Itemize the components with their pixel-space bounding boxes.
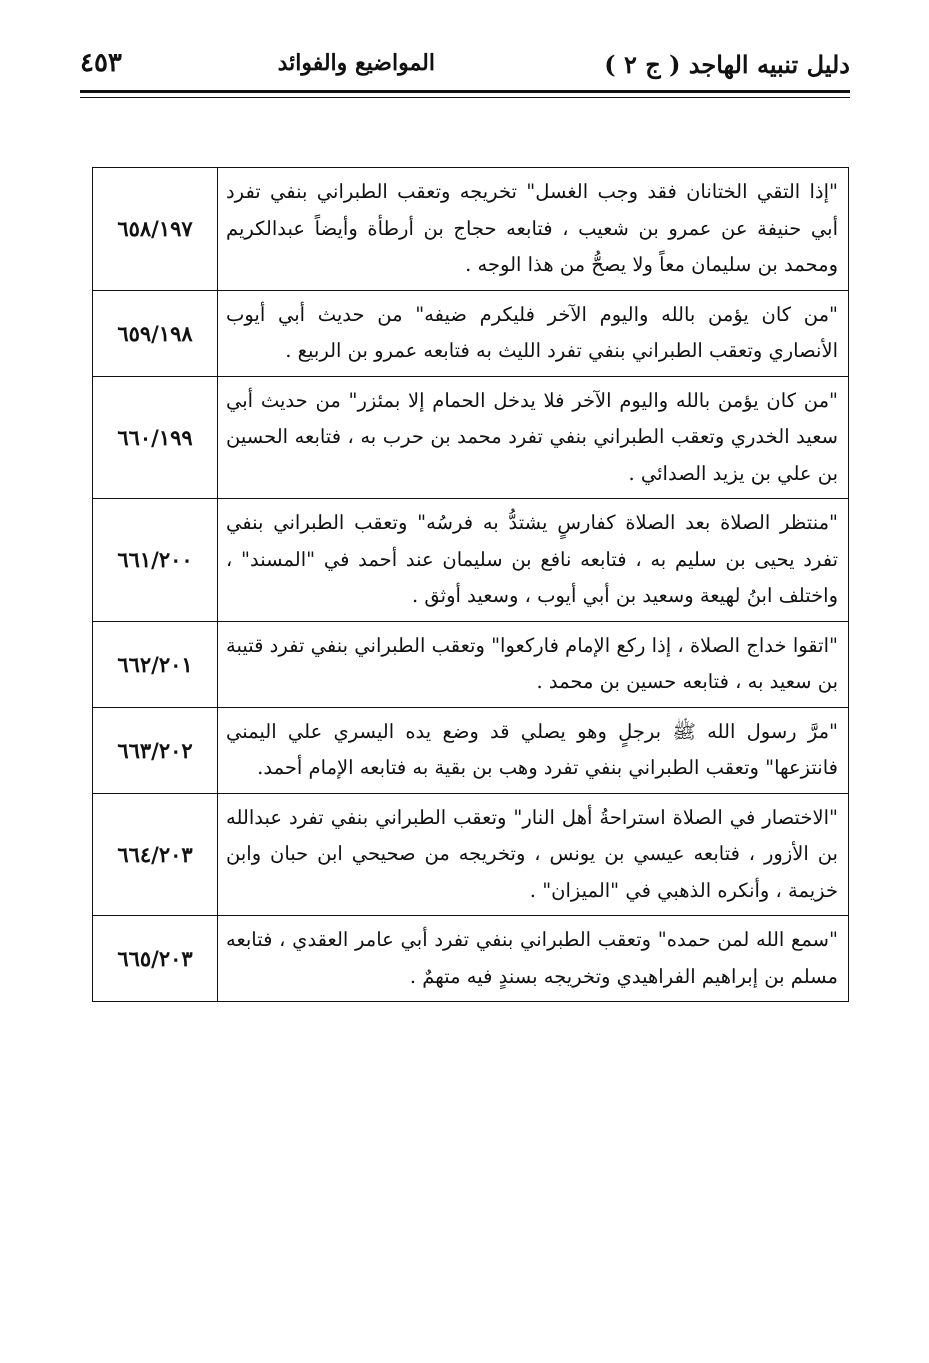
- table-row: [93, 499, 849, 622]
- entry-reference: ٦٥٩/١٩٨: [93, 290, 218, 376]
- header-rule-thick: [80, 90, 850, 93]
- header-rule-thin: [80, 97, 850, 98]
- entry-text: "سمع الله لمن حمده" وتعقب الطبراني بنفي تفرد أبي عامر العقدي ، فتابعه مسلم بن إبراهيم الفراهيدي وتخريجه بسندٍ فيه متهمٌ .: [218, 916, 849, 1002]
- table-row: [93, 376, 849, 499]
- table-row: [93, 916, 849, 1002]
- entry-text: "إذا التقي الختانان فقد وجب الغسل" تخريجه وتعقب الطبراني بنفي تفرد أبي حنيفة عن عمرو بن شعيب ، فتابعه حجاج بن أرطأة وأيضاً عبدالكريم ومحمد بن سليمان معاً ولا يصحُّ من هذا الوجه .: [218, 168, 849, 291]
- table-row: [93, 168, 849, 291]
- entry-text: "منتظر الصلاة بعد الصلاة كفارسٍ يشتدُّ به فرسُه" وتعقب الطبراني بنفي تفرد يحيى بن سليم به ، فتابعه نافع بن سليمان عند أحمد في "المسند" ، واختلف ابنُ لهيعة وسعيد بن أبي أيوب ، وسعيد أوثق .: [218, 499, 849, 622]
- entry-reference: ٦٦٠/١٩٩: [93, 376, 218, 499]
- entry-reference: ٦٦١/٢٠٠: [93, 499, 218, 622]
- entries-table: [92, 167, 849, 1002]
- table-row: [93, 621, 849, 707]
- page-number: ٤٥٣: [80, 48, 122, 78]
- entry-text: "من كان يؤمن بالله واليوم الآخر فليكرم ضيفه" من حديث أبي أيوب الأنصاري وتعقب الطبراني بنفي تفرد الليث به فتابعه عمرو بن الربيع .: [218, 290, 849, 376]
- entry-reference: ٦٦٣/٢٠٢: [93, 707, 218, 793]
- entry-reference: ٦٦٥/٢٠٣: [93, 916, 218, 1002]
- entry-text: "الاختصار في الصلاة استراحةُ أهل النار" وتعقب الطبراني بنفي تفرد عبدالله بن الأزور ، فتابعه عيسي بن يونس ، وتخريجه من صحيحي ابن حبان وابن خزيمة ، وأنكره الذهبي في "الميزان" .: [218, 793, 849, 916]
- table-row: [93, 707, 849, 793]
- entry-reference: ٦٦٢/٢٠١: [93, 621, 218, 707]
- table-row: [93, 290, 849, 376]
- entry-reference: ٦٦٤/٢٠٣: [93, 793, 218, 916]
- running-header: [80, 46, 850, 90]
- section-title: المواضيع والفوائد: [277, 50, 435, 76]
- entry-reference: ٦٥٨/١٩٧: [93, 168, 218, 291]
- entry-text: "مرَّ رسول الله ﷺ برجلٍ وهو يصلي قد وضع يده اليسري علي اليمني فانتزعها" وتعقب الطبراني بنفي تفرد وهب بن بقية به فتابعه الإمام أحمد.: [218, 707, 849, 793]
- table-row: [93, 793, 849, 916]
- entry-text: "من كان يؤمن بالله واليوم الآخر فلا يدخل الحمام إلا بمئزر" من حديث أبي سعيد الخدري وتعقب الطبراني بنفي تفرد محمد بن حرب به ، فتابعه الحسين بن علي بن يزيد الصدائي .: [218, 376, 849, 499]
- entry-text: "اتقوا خداج الصلاة ، إذا ركع الإمام فاركعوا" وتعقب الطبراني بنفي تفرد قتيبة بن سعيد به ، فتابعه حسين بن محمد .: [218, 621, 849, 707]
- book-title: دليل تنبيه الهاجد ( ج ٢ ): [604, 50, 850, 79]
